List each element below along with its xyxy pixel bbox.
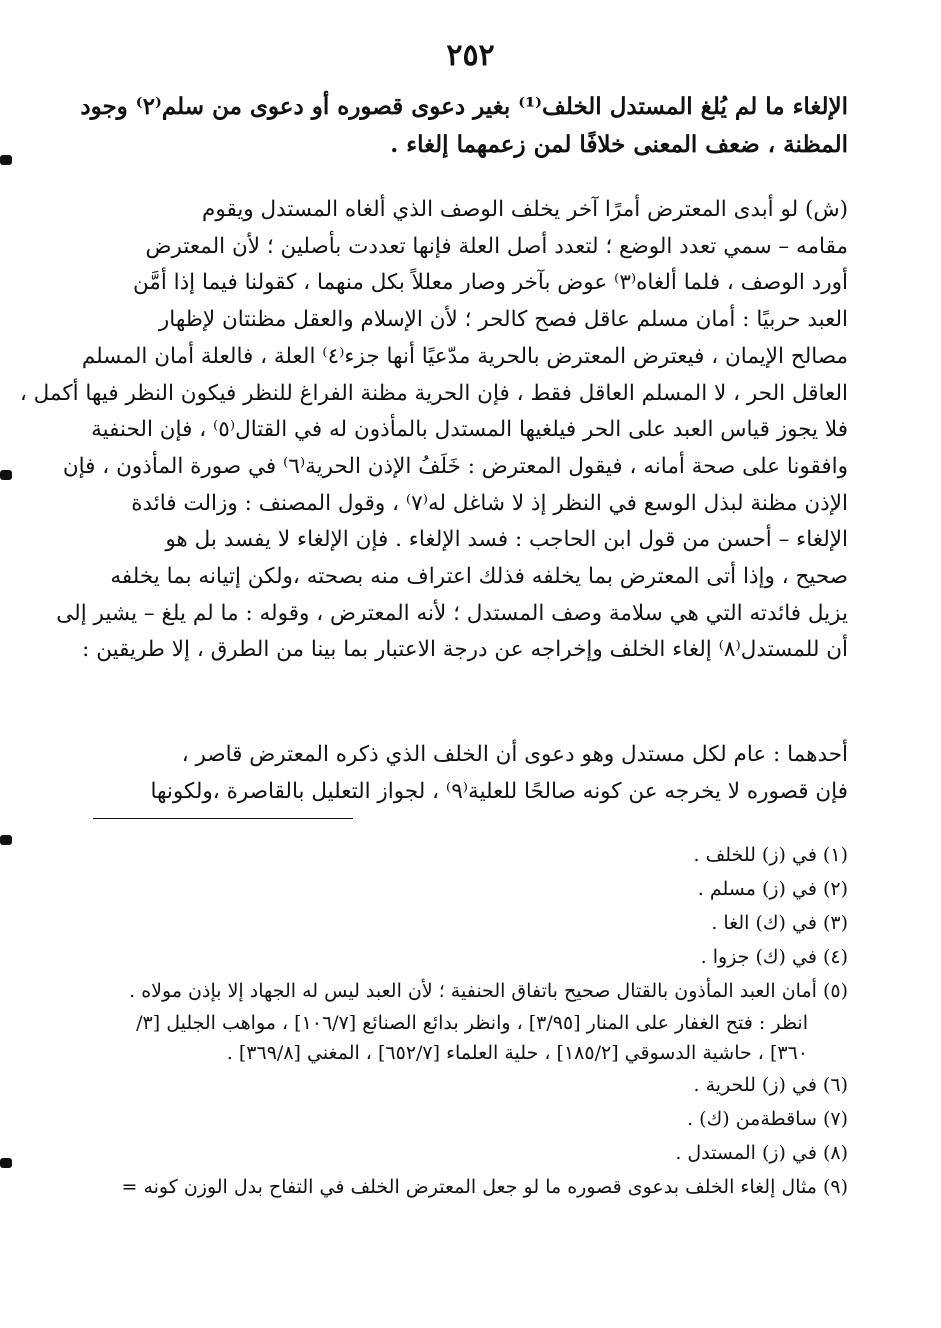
footnotes: [68, 838, 848, 1204]
commentary-line: أن للمستدل⁽٨⁾ إلغاء الخلف وإخراجه عن درجة الاعتبار بما بينا من الطرق ، إلا طريقين :: [82, 637, 848, 663]
commentary-line: مقامه – سمي تعدد الوضع ؛ لتعدد أصل العلة فإنها تعددت بأصلين ؛ لأن المعترض: [145, 233, 848, 259]
scan-edge-mark: [0, 155, 12, 165]
commentary-line: العبد حربيًا : أمان مسلم عاقل فصح كالحر ؛ لأن الإسلام والعقل مظنتان لإظهار: [158, 307, 848, 333]
matn-line: المظنة ، ضعف المعنى خلافًا لمن زعمهما إلغاء .: [390, 131, 848, 158]
matn-text: [80, 88, 848, 164]
commentary-text: [19, 192, 848, 669]
commentary-line: الإذن مظنة لبذل الوسع في النظر إذ لا شاغل له⁽٧⁾ ، وقول المصنف : وزالت فائدة: [131, 490, 848, 516]
commentary-line: (ش) لو أبدى المعترض أمرًا آخر يخلف الوصف الذي ألغاه المستدل ويقوم: [202, 197, 848, 222]
footnote: (٧) ساقطةمن (ك) .: [687, 1108, 848, 1130]
scan-edge-mark: [0, 835, 12, 845]
footnote: (٦) في (ز) للحرية .: [693, 1074, 848, 1096]
footnote-continuation: انظر : فتح الغفار على المنار [٣/٩٥] ، وانظر بدائع الصنائع [١٠٦/٧] ، مواهب الجليل [٣/: [136, 1012, 808, 1034]
commentary-line: الإلغاء – أحسن من قول ابن الحاجب : فسد الإلغاء . فإن الإلغاء لا يفسد بل هو: [165, 527, 848, 553]
footnote: (١) في (ز) للخلف .: [693, 844, 848, 866]
footnote: (٨) في (ز) المستدل .: [675, 1142, 848, 1164]
footnote: (٣) في (ك) الغا .: [711, 912, 848, 934]
matn-line: الإلغاء ما لم يُلغ المستدل الخلف⁽¹⁾ بغير دعوى قصوره أو دعوى من سلم⁽٢⁾ وجود: [80, 93, 848, 120]
footnote: (٩) مثال إلغاء الخلف بدعوى قصوره ما لو جعل المعترض الخلف في التفاح بدل الوزن كونه =: [121, 1176, 848, 1198]
commentary-line: مصالح الإيمان ، فيعترض المعترض بالحرية مدّعيًا أنها جزء⁽٤⁾ العلة ، فالعلة أمان المسلم: [81, 343, 848, 369]
commentary-line: أورد الوصف ، فلما ألغاه⁽٣⁾ عوض بآخر وصار معللاً بكل منهما ، كقولنا فيما إذا أمَّن: [132, 270, 848, 296]
first-method-paragraph: [92, 736, 848, 810]
commentary-line: العاقل الحر ، لا المسلم العاقل فقط ، فإن الحرية مظنة الفراغ للنظر فيكون النظر فيها أكمل ،: [19, 380, 848, 406]
scan-edge-mark: [0, 470, 12, 480]
paragraph-line: فإن قصوره لا يخرجه عن كونه صالحًا للعلية⁽٩⁾ ، لجواز التعليل بالقاصرة ،ولكونها: [150, 779, 848, 804]
paragraph-line: أحدهما : عام لكل مستدل وهو دعوى أن الخلف الذي ذكره المعترض قاصر ،: [181, 742, 848, 767]
commentary-line: صحيح ، وإذا أتى المعترض بما يخلفه فذلك اعتراف منه بصحته ،ولكن إتيانه بما يخلفه: [110, 564, 848, 590]
footnote: (٥) أمان العبد المأذون بالقتال صحيح باتفاق الحنفية ؛ لأن العبد ليس له الجهاد إلا بإذن مولاه .: [129, 980, 848, 1002]
footnote: (٤) في (ك) جزوا .: [700, 946, 848, 968]
footnote-continuation: ٣٦٠] ، حاشية الدسوقي [١٨٥/٢] ، حلية العلماء [٦٥٢/٧] ، المغني [٣٦٩/٨] .: [226, 1042, 808, 1064]
page-number: ٢٥٢: [446, 38, 495, 73]
scan-edge-mark: [0, 1158, 12, 1168]
footnote-separator: [93, 818, 353, 819]
commentary-line: يزيل فائدته التي هي سلامة وصف المستدل ؛ لأنه المعترض ، وقوله : ما لم يلغ – يشير إلى: [56, 600, 848, 626]
footnote: (٢) في (ز) مسلم .: [697, 878, 848, 900]
commentary-line: وافقونا على صحة أمانه ، فيقول المعترض : خَلَفُ الإذن الحرية⁽٦⁾ في صورة المأذون ، فإن: [62, 453, 848, 479]
commentary-line: فلا يجوز قياس العبد على الحر فيلغيها المستدل بالمأذون له في القتال⁽٥⁾ ، فإن الحنفية: [91, 417, 848, 443]
